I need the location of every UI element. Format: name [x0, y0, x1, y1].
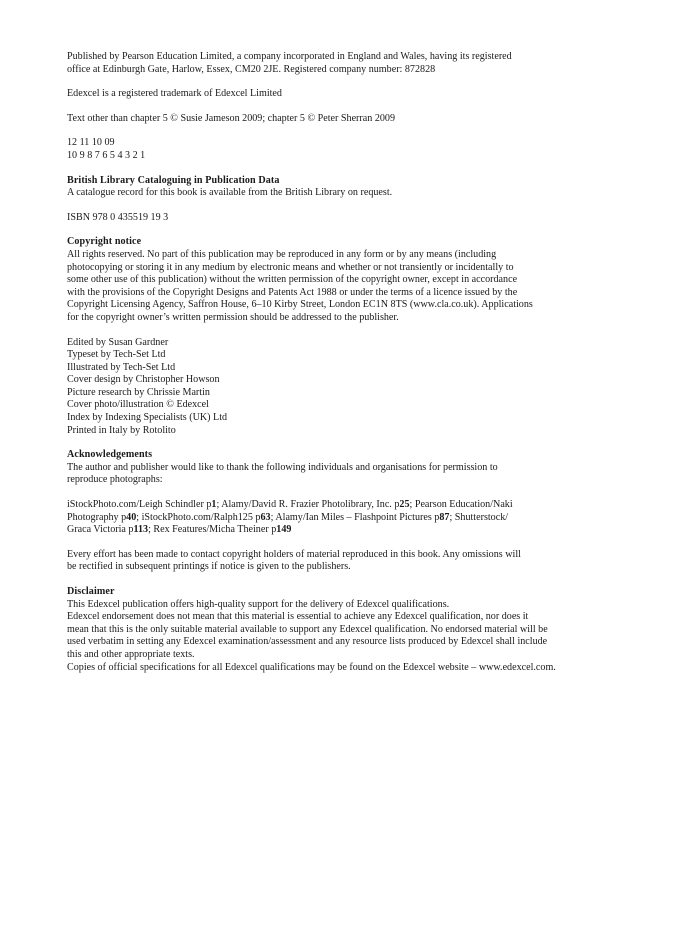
photo-credit-text: Graca Victoria p [67, 524, 134, 536]
photo-credit-text: ; Shutterstock/ [449, 511, 509, 523]
photo-credit-text: ; Alamy/Ian Miles – Flashpoint Pictures p [270, 511, 440, 523]
credit-printer: Printed in Italy by Rotolito [67, 424, 176, 436]
production-credits [67, 337, 660, 438]
disclaimer-line: this and other appropriate texts. [67, 648, 195, 660]
print-years: 12 11 10 09 [67, 137, 115, 149]
photo-credit-line [67, 512, 660, 525]
acknowledgements-heading: Acknowledgements [67, 449, 153, 461]
copyright-line: Copyright Licensing Agency, Saffron House, 6–10 Kirby Street, London EC1N 8TS (www.cla.co.uk). Applications [67, 299, 533, 311]
photo-page-number: 63 [260, 511, 271, 523]
credit-cover-photo: Cover photo/illustration © Edexcel [67, 399, 209, 411]
isbn: ISBN 978 0 435519 19 3 [67, 211, 169, 223]
publisher-line: Published by Pearson Education Limited, a company incorporated in England and Wales, having its registered [67, 51, 512, 62]
acknowledgements-intro-line: reproduce photographs: [67, 474, 163, 486]
cataloguing-heading: British Library Cataloguing in Publication Data [67, 174, 280, 186]
photo-page-number: 113 [133, 524, 149, 536]
copyright-line: All rights reserved. No part of this publication may be reproduced in any form or by any means (including [67, 248, 497, 260]
photo-credits [67, 499, 660, 537]
publisher-line: office at Edinburgh Gate, Harlow, Essex, CM20 2JE. Registered company number: 872828 [67, 63, 436, 75]
photo-page-number: 149 [276, 524, 292, 536]
copyright-line: with the provisions of the Copyright Designs and Patents Act 1988 or under the terms of a licence issued by the [67, 286, 518, 298]
disclaimer-line: mean that this is the only suitable material available to support any Edexcel qualification. No endorsed material will be [67, 623, 548, 635]
publisher-statement [67, 51, 660, 76]
copyright-heading: Copyright notice [67, 236, 142, 248]
photo-credit-text: ; Pearson Education/Naki [409, 499, 513, 511]
photo-credit-line [67, 499, 660, 512]
disclaimer-text [67, 599, 660, 675]
trademark-statement: Edexcel is a registered trademark of Edexcel Limited [67, 88, 282, 100]
copyright-line: for the copyright owner’s written permission should be addressed to the publisher. [67, 311, 399, 323]
effort-line: Every effort has been made to contact copyright holders of material reproduced in this book. Any omissions will [67, 548, 521, 560]
print-run: 10 9 8 7 6 5 4 3 2 1 [67, 149, 146, 161]
photo-credit-text: ; iStockPhoto.com/Ralph125 p [136, 511, 261, 523]
credit-editor: Edited by Susan Gardner [67, 336, 169, 348]
disclaimer-line: used verbatim in setting any Edexcel examination/assessment and any resource lists produced by Edexcel shall include [67, 636, 548, 648]
photo-page-number: 87 [439, 511, 450, 523]
credit-illustrated: Illustrated by Tech-Set Ltd [67, 361, 176, 373]
credit-picture-research: Picture research by Chrissie Martin [67, 386, 210, 398]
cataloguing-text: A catalogue record for this book is available from the British Library on request. [67, 187, 393, 199]
disclaimer-line: This Edexcel publication offers high-quality support for the delivery of Edexcel qualifications. [67, 598, 450, 610]
copyright-line: some other use of this publication) without the written permission of the copyright owner, except in accordance [67, 274, 518, 286]
photo-page-number: 40 [126, 511, 137, 523]
photo-credit-text: iStockPhoto.com/Leigh Schindler p [67, 499, 212, 511]
credit-cover-design: Cover design by Christopher Howson [67, 374, 220, 386]
disclaimer-line: Edexcel endorsement does not mean that this material is essential to achieve any Edexcel qualification, nor does it [67, 611, 529, 623]
photo-credit-text: ; Alamy/David R. Frazier Photolibrary, Inc. p [216, 499, 400, 511]
effort-line: be rectified in subsequent printings if notice is given to the publishers. [67, 561, 351, 573]
effort-statement [67, 549, 660, 574]
photo-page-number: 25 [399, 499, 410, 511]
text-copyright-credit: Text other than chapter 5 © Susie Jameson 2009; chapter 5 © Peter Sherran 2009 [67, 112, 396, 124]
photo-page-number: 1 [211, 499, 217, 511]
acknowledgements-intro-line: The author and publisher would like to thank the following individuals and organisations for permission to [67, 461, 498, 473]
credit-index: Index by Indexing Specialists (UK) Ltd [67, 412, 228, 424]
copyright-notice [67, 249, 660, 325]
acknowledgements-intro [67, 462, 660, 487]
photo-credit-text: Photography p [67, 511, 127, 523]
disclaimer-line: Copies of official specifications for all Edexcel qualifications may be found on the Edexcel website – www.edexcel.com. [67, 661, 556, 673]
credit-typeset: Typeset by Tech-Set Ltd [67, 349, 166, 361]
photo-credit-text: ; Rex Features/Micha Theiner p [148, 524, 277, 536]
copyright-line: photocopying or storing it in any medium by electronic means and whether or not transiently or incidentally to [67, 261, 514, 273]
disclaimer-heading: Disclaimer [67, 586, 115, 597]
photo-credit-line [67, 524, 660, 537]
